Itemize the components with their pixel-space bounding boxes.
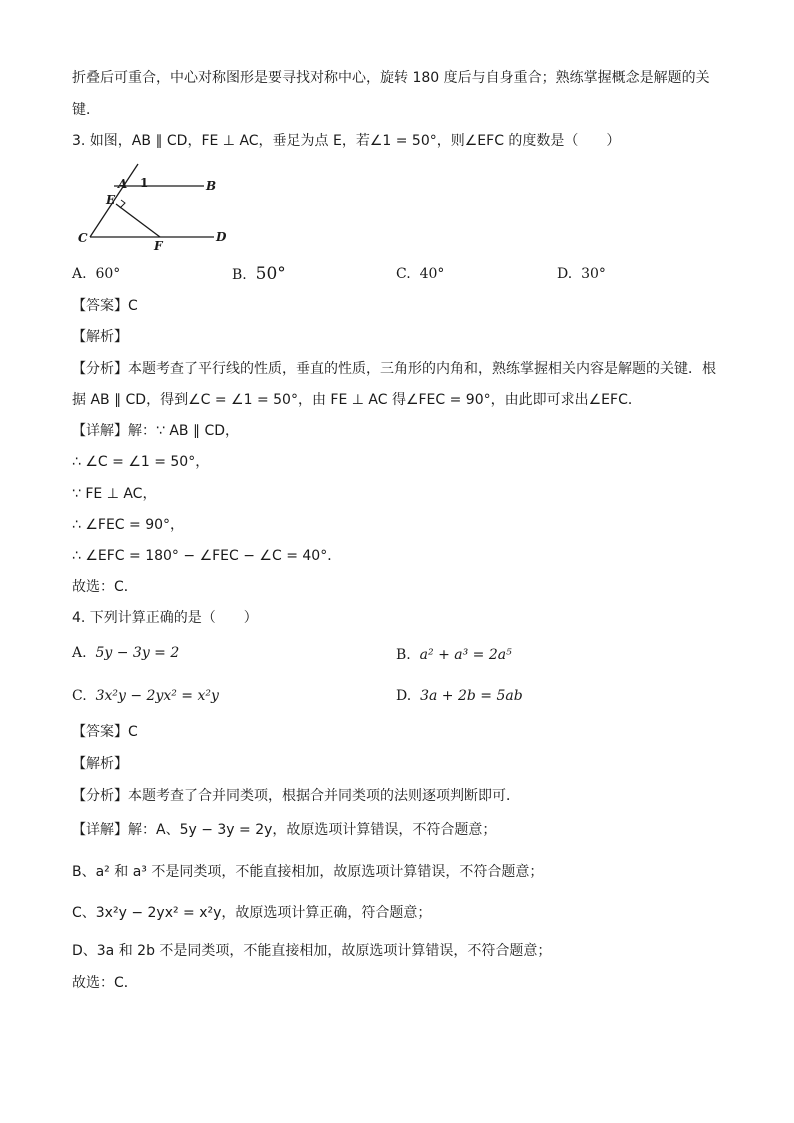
q3-option-b bbox=[232, 264, 286, 285]
label-d: D bbox=[216, 230, 227, 244]
label-b: B bbox=[206, 179, 217, 193]
q4-analysis: 【分析】本题考查了合并同类项，根据合并同类项的法则逐项判断即可． bbox=[72, 788, 520, 804]
label-e: E bbox=[106, 193, 116, 207]
q3-option-d-text: 30° bbox=[581, 266, 606, 282]
q4-option-b-letter: B. bbox=[396, 647, 411, 663]
q3-option-a-text: 60° bbox=[95, 266, 121, 282]
q3-stem: 3. 如图，AB ∥ CD，FE ⊥ AC，垂足为点 E，若∠1 = 50°，则∠EFC 的度数是（ ） bbox=[72, 133, 621, 149]
label-a: A bbox=[118, 177, 128, 191]
q4-detail-line-2: B、a² 和 a³ 不是同类项，不能直接相加，故原选项计算错误，不符合题意； bbox=[72, 864, 544, 880]
q3-choose: 故选：C． bbox=[72, 579, 138, 595]
q3-option-c-letter: C. bbox=[396, 266, 411, 282]
label-f: F bbox=[154, 239, 163, 253]
q4-detail-line-3: C、3x²y − 2yx² = x²y，故原选项计算正确，符合题意； bbox=[72, 905, 432, 921]
q3-option-a bbox=[72, 264, 120, 284]
intro-line-1: 折叠后可重合，中心对称图形是要寻找对称中心，旋转 180 度后与自身重合；熟练掌握概念是解题的关 bbox=[72, 70, 710, 86]
q3-option-a-letter: A. bbox=[72, 266, 87, 282]
q3-analysis-line-2: 据 AB ∥ CD，得到∠C = ∠1 = 50°，由 FE ⊥ AC 得∠FEC = 90°，由此即可求出∠EFC． bbox=[72, 392, 642, 408]
label-angle-1: 1 bbox=[140, 176, 149, 190]
q4-detail-line-4: D、3a 和 2b 不是同类项，不能直接相加，故原选项计算错误，不符合题意； bbox=[72, 943, 552, 959]
q3-detail-line-4: ∴ ∠FEC = 90°， bbox=[72, 517, 185, 533]
q3-option-c-text: 40° bbox=[419, 266, 445, 282]
q3-analysis-line-1: 【分析】本题考查了平行线的性质，垂直的性质，三角形的内角和，熟练掌握相关内容是解题的关键．根 bbox=[72, 361, 716, 377]
right-angle-mark bbox=[120, 200, 125, 208]
q3-option-b-text: 50° bbox=[255, 264, 286, 284]
q3-detail-line-5: ∴ ∠EFC = 180° − ∠FEC − ∠C = 40°． bbox=[72, 548, 342, 564]
q4-option-d-letter: D. bbox=[396, 688, 412, 704]
q4-option-c-letter: C. bbox=[72, 688, 87, 704]
q3-analysis-heading: 【解析】 bbox=[72, 329, 128, 345]
q4-analysis-heading: 【解析】 bbox=[72, 756, 128, 772]
q3-detail-line-3: ∵ FE ⊥ AC， bbox=[72, 486, 157, 502]
q3-option-d bbox=[557, 264, 606, 284]
q4-stem: 4. 下列计算正确的是（ ） bbox=[72, 610, 258, 626]
q4-option-c-text: 3x²y − 2yx² = x²y bbox=[95, 688, 219, 704]
q4-option-d-text: 3a + 2b = 5ab bbox=[420, 688, 523, 704]
q3-geometry-figure bbox=[72, 160, 242, 255]
q3-option-c bbox=[396, 264, 444, 284]
q3-option-b-letter: B. bbox=[232, 267, 247, 283]
q4-choose: 故选：C． bbox=[72, 975, 138, 991]
q3-detail-line-2: ∴ ∠C = ∠1 = 50°， bbox=[72, 454, 210, 470]
q4-answer: 【答案】C bbox=[72, 724, 138, 740]
q4-option-a-letter: A. bbox=[72, 645, 87, 661]
q4-option-b-text: a² + a³ = 2a⁵ bbox=[419, 647, 512, 663]
q4-option-c bbox=[72, 686, 219, 706]
intro-line-2: 键． bbox=[72, 102, 100, 118]
q4-option-d bbox=[396, 686, 523, 706]
segment-ef bbox=[116, 204, 160, 237]
q3-answer: 【答案】C bbox=[72, 298, 138, 314]
q3-option-d-letter: D. bbox=[557, 266, 573, 282]
q4-option-b bbox=[396, 645, 512, 665]
q4-detail-line-1: 【详解】解：A、5y − 3y = 2y，故原选项计算错误，不符合题意； bbox=[72, 822, 497, 838]
q4-option-a bbox=[72, 643, 179, 663]
label-c: C bbox=[78, 231, 88, 245]
q3-detail-line-1: 【详解】解：∵ AB ∥ CD， bbox=[72, 423, 239, 439]
q4-option-a-text: 5y − 3y = 2 bbox=[95, 645, 180, 661]
